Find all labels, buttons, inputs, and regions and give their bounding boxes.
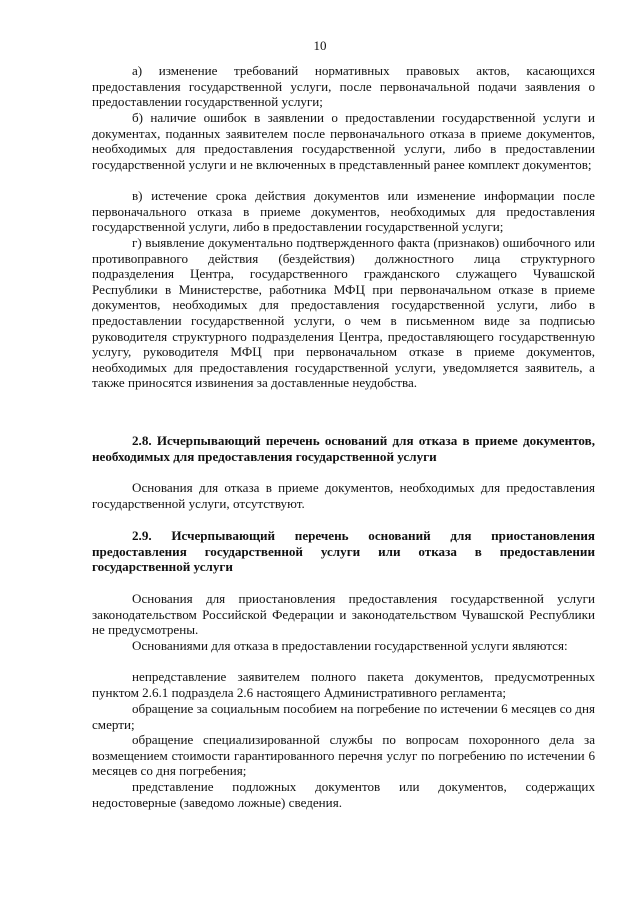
section-2-8-paragraph: Основания для отказа в приеме документов, необходимых для предоставления государственной услуги, отсутствуют. — [92, 480, 595, 511]
paragraph-g: г) выявление документально подтвержденного факта (признаков) ошибочного или противоправного действия (бездействия) должностного лица структурного подразделения Центра, государственного гражданского служащего Чувашской Республики в Министерстве, работника МФЦ при первоначальном отказе в приеме документов, необходимых для предоставления государственной услуги, либо в предоставлении государственной услуги, о чем в письменном виде за подписью руководителя структурного подразделения Центра, предоставляющего государственную услугу, руководителя МФЦ при первоначальном отказе в приеме документов, необходимых для предоставления государственной услуги, уведомляется заявитель, а также приносятся извинения за доставленные неудобства. — [92, 235, 595, 391]
paragraph-b: б) наличие ошибок в заявлении о предоставлении государственной услуги и документах, поданных заявителем после первоначального отказа в приеме документов, необходимых для предоставления государственной услуги, либо в предоставлении государственной услуги и не включенных в представленный ранее комплект документов; — [92, 110, 595, 172]
paragraph-v: в) истечение срока действия документов или изменение информации после первоначального отказа в приеме документов, необходимых для предоставления государственной услуги, либо в предоставлении государственной услуги; — [92, 188, 595, 235]
section-2-9-paragraph: обращение за социальным пособием на погребение по истечении 6 месяцев со дня смерти; — [92, 701, 595, 732]
section-2-8-heading: 2.8. Исчерпывающий перечень оснований для отказа в приеме документов, необходимых для предоставления государственной услуги — [92, 433, 595, 464]
section-2-9-paragraph: непредставление заявителем полного пакета документов, предусмотренных пунктом 2.6.1 подраздела 2.6 настоящего Административного регламента; — [92, 669, 595, 700]
section-2-9-paragraph: представление подложных документов или документов, содержащих недостоверные (заведомо ложные) сведения. — [92, 779, 595, 810]
section-2-9-heading: 2.9. Исчерпывающий перечень оснований для приостановления предоставления государственной услуги или отказа в предоставлении государственной услуги — [92, 528, 595, 575]
section-2-9-paragraph: Основаниями для отказа в предоставлении государственной услуги являются: — [132, 638, 568, 653]
section-2-9-paragraph: Основания для приостановления предоставления государственной услуги законодательством Российской Федерации и законодательством Чувашской Республики не предусмотрены. — [92, 591, 595, 638]
paragraph-a: а) изменение требований нормативных правовых актов, касающихся предоставления государственной услуги, после первоначальной подачи заявления о предоставлении государственной услуги; — [92, 63, 595, 110]
page-number: 10 — [313, 38, 327, 53]
section-2-9-paragraph: обращение специализированной службы по вопросам похоронного дела за возмещением стоимости гарантированного перечня услуг по погребению по истечении 6 месяцев со дня погребения; — [92, 732, 595, 779]
